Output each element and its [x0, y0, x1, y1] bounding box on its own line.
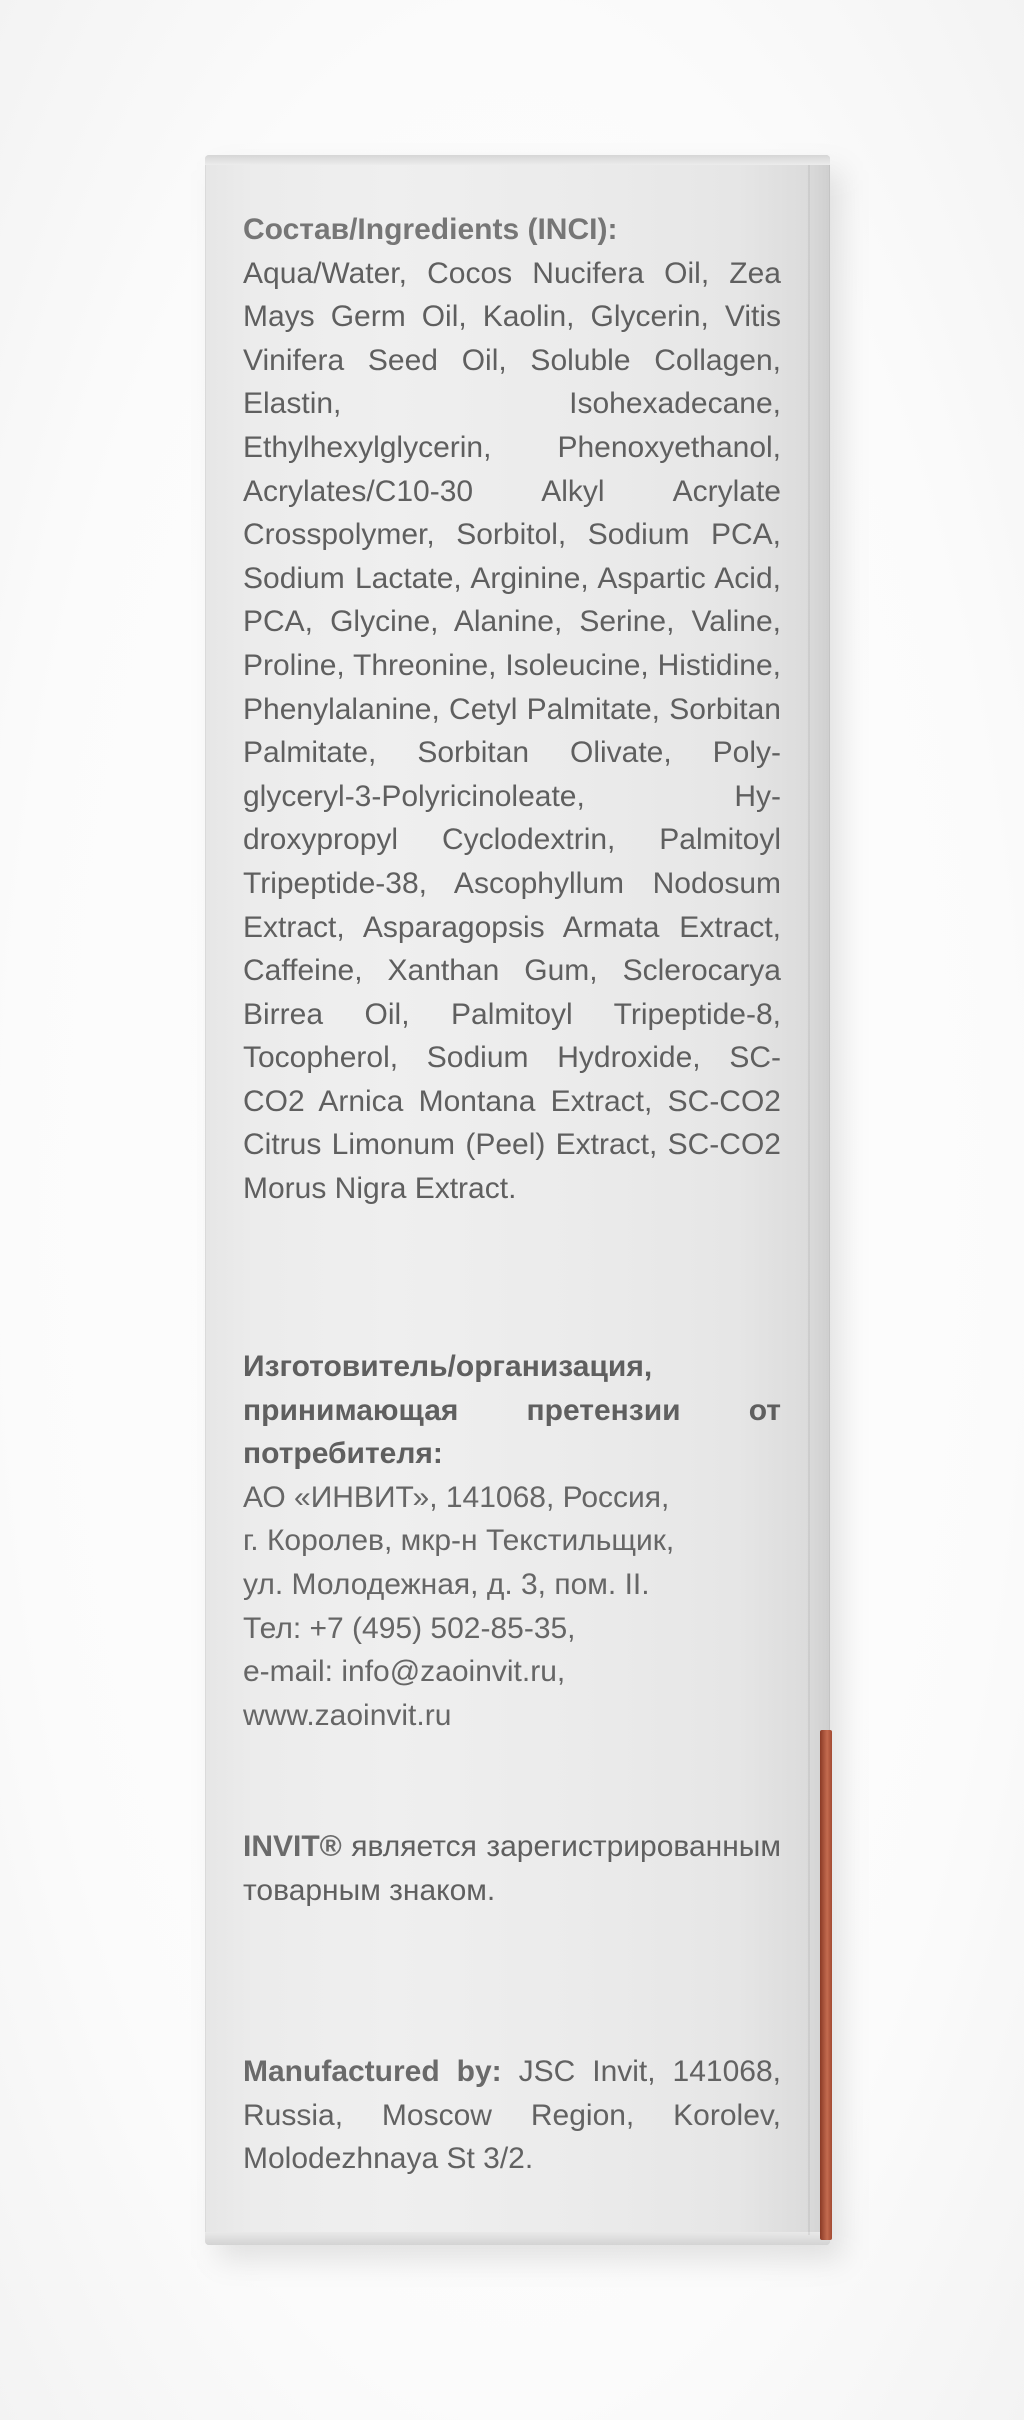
manufactured-by-section [243, 2050, 781, 2181]
box-bottom-edge [205, 2232, 830, 2245]
ingredients-list: Aqua/Water, Cocos Nucifera Oil, Zea Mays Germ Oil, Kaolin, Glycerin, Vitis Vinifera Seed Oil, Soluble Collagen, Elastin, Isohexadecane, Ethylhexylglycerin, Phenoxyethanol, Acrylates/C10-30 Alkyl Acrylate Crosspolymer, Sorbitol, Sodium PCA, Sodium Lactate, Arginine, Aspartic Acid, PCA, Glycine, Alanine, Serine, Valine, Proline, Threonine, Isoleucine, Histidine, Phenylalanine, Cetyl Palmitate, Sorbitan Palmitate, Sorbitan Olivate, Polyglyceryl-3-Polyricinoleate, Hydroxypropyl Cyclodextrin, Palmitoyl Tripeptide-38, Ascophyllum Nodosum Extract, Asparagopsis Armata Extract, Caffeine, Xanthan Gum, Sclerocarya Birrea Oil, Palmitoyl Tripeptide-8, Tocopherol, Sodium Hydroxide, SC-CO2 Arnica Montana Extract, SC-CO2 Citrus Limonum (Peel) Extract, SC-CO2 Morus Nigra Extract. [243, 256, 781, 1206]
manufactured-by-label: Manufactured by: [243, 2055, 502, 2088]
trademark-brand: INVIT® [243, 1830, 342, 1863]
box-top-edge [205, 155, 830, 165]
box-fold-line [808, 165, 810, 2235]
manufacturer-section [243, 1345, 781, 1737]
manufacturer-address-line1: АО «ИНВИТ», 141068, Россия, [243, 1480, 670, 1514]
manufacturer-email: e-mail: info@zaoinvit.ru, [243, 1655, 566, 1689]
manufacturer-website: www.zaoinvit.ru [243, 1698, 452, 1732]
ingredients-heading: Состав/Ingredients (INCI): [243, 213, 618, 246]
trademark-section [243, 1825, 781, 1912]
manufacturer-address-line2: г. Королев, мкр-н Текстильщик, [243, 1524, 675, 1558]
manufactured-by-text: JSC Invit, 141068, Russia, Moscow Region, Korolev, Molodezhnaya St 3/2. [243, 2055, 781, 2176]
manufacturer-phone: Тел: +7 (495) 502-85-35, [243, 1611, 576, 1645]
box-red-flap [820, 1730, 832, 2240]
trademark-text: является зарегистрированным товарным знаком. [243, 1830, 781, 1907]
ingredients-section [243, 208, 781, 1211]
manufacturer-heading: Изготовитель/организация, принимающая претензии от потребителя: [243, 1350, 781, 1471]
manufacturer-address-line3: ул. Молодежная, д. 3, пом. II. [243, 1567, 650, 1601]
